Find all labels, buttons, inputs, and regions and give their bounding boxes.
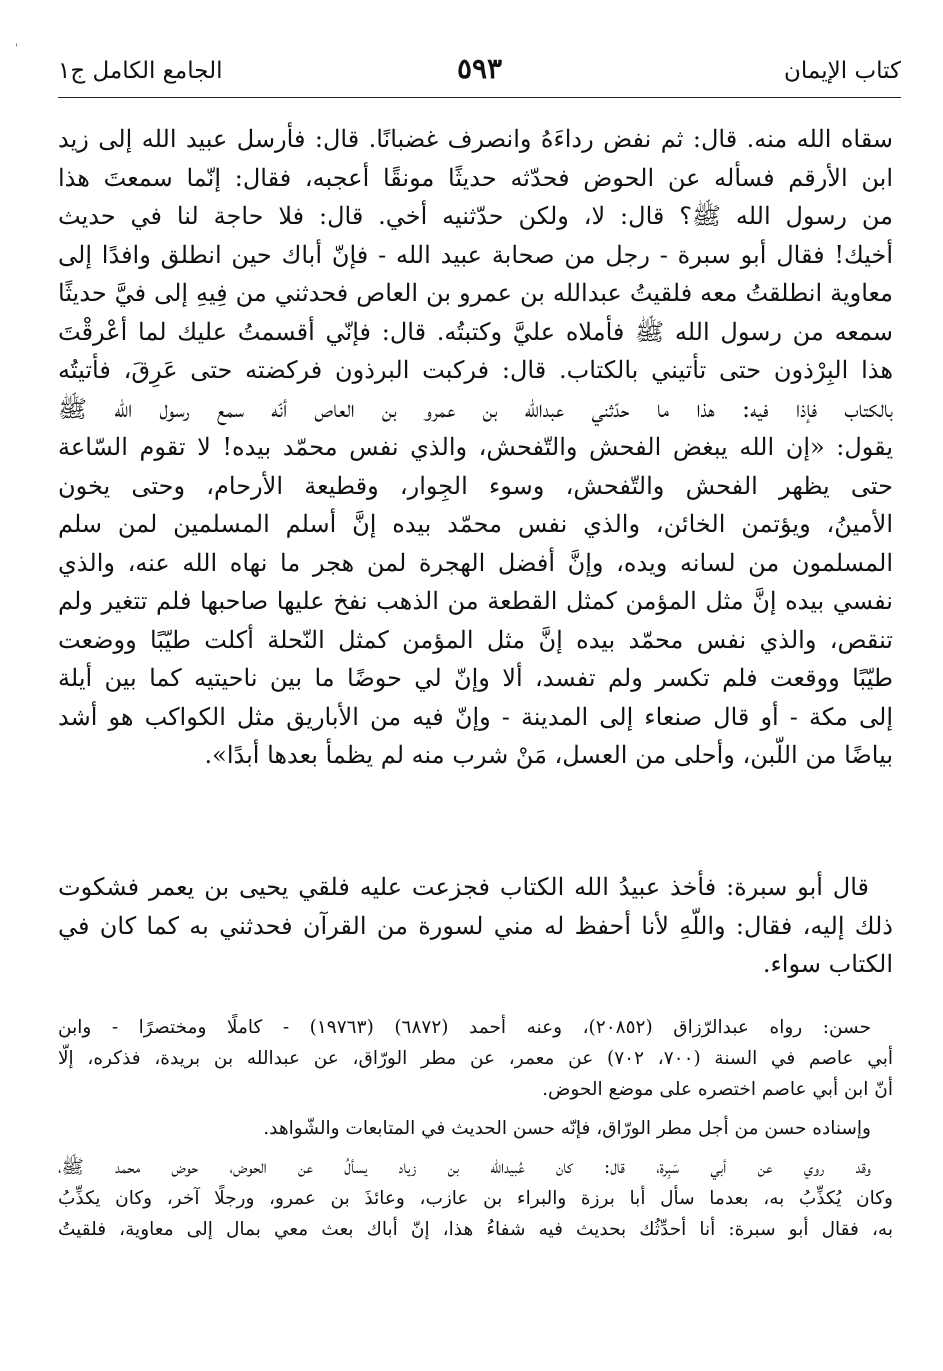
takhrij-notes [58, 1012, 893, 1245]
running-title: الجامع الكامل ج١ [58, 58, 223, 84]
text-line: سقاه الله منه. قال: ثم نفض رداءَهُ وانصرف غضبانًا. قال: فأرسل عبيد الله إلى زيد [58, 125, 893, 153]
abu-sabra-paragraph [58, 868, 893, 984]
note-gap [58, 1105, 893, 1113]
text-line: من رسول الله ﷺ؟ قال: لا، ولكن حدّثنيه أخي. قال: فلا حاجة لنا في حديث [58, 202, 893, 230]
text-line: معاوية انطلقتُ معه فلقيتُ عبدالله بن عمرو بن العاص فحدثني من فِيهِ إلى فيَّ حديثًا [58, 279, 893, 307]
header-rule [58, 97, 901, 98]
text-line: إلى مكة - أو قال صنعاء إلى المدينة - وإنّ فيه من الأباريق مثل الكواكب هو أشد [58, 702, 893, 731]
text-line: قال أبو سبرة: فأخذ عبيدُ الله الكتاب فجزعت عليه فلقي يحيى بن يعمر فشكوت [58, 873, 869, 901]
note-line: وكان يُكذِّبُ به، بعدما سأل أبا برزة والبراء بن عازب، وعائذَ بن عمرو، ورجلًا آخر، وكان يكذِّبُ [58, 1188, 893, 1209]
text-line: الأمينُ، ويؤتمن الخائن، والذي نفس محمّد بيده إنَّ أسلم المسلمين لمن سلم [58, 510, 893, 538]
margin-mark: ' [15, 43, 18, 54]
text-line: هذا البِرْذون حتى تأتيني بالكتاب. قال: فركبت البرذون فركضته حتى عَرِقَ، فأتيتُه [58, 356, 893, 384]
text-line: تنقص، والذي نفس محمّد بيده إنَّ مثل المؤمن كمثل النّحلة أكلت طيّبًا ووضعت [58, 625, 893, 654]
text-line: سمعه من رسول الله ﷺ فأملاه عليَّ وكتبتُه. قال: فإنّي أقسمتُ عليك لما أعْرقْتَ [58, 317, 893, 346]
text-line: بالكتاب فإذا فيه: هذا ما حدّثني عبدالله بن عمرو بن العاص أنّه سمع رسول الله ﷺ [58, 394, 893, 423]
note-line: حسن: رواه عبدالرّزاق (٢٠٨٥٢)، وعنه أحمد (٦٨٧٢) (١٩٧٦٣) - كاملًا ومختصرًا - وابن [58, 1017, 871, 1038]
text-line: أخيك! فقال أبو سبرة - رجل من صحابة عبيد الله - فإنّ أباك حين انطلق وافدًا إلى [58, 240, 893, 269]
text-line: الكتاب سواء. [762, 950, 893, 978]
note-line: وإسناده حسن من أجل مطر الورّاق، فإنّه حسن الحديث في المتابعات والشّواهد. [263, 1118, 871, 1139]
note-line: وقد روي عن أبي سَبِرة، قال: كان عُبيدالله بن زياد يسألُ عن الحوض، حوض محمد ﷺ، [58, 1157, 871, 1178]
page-header [58, 52, 901, 92]
note-line: به، فقال أبو سبرة: أنا أحدِّثُك بحديث فيه شفاءُ هذا، إنّ أباك بعث معي بمال إلى معاوية، فلقيتُ [58, 1219, 893, 1240]
page-number: ٥٩٣ [456, 52, 503, 85]
note-line: أبي عاصم في السنة (٧٠٠، ٧٠٢) عن معمر، عن مطر الورّاق، عن عبدالله بن بريدة، فذكره، إلّا [58, 1048, 893, 1069]
hadith-text [58, 120, 893, 775]
text-line: ذلك إليه، فقال: واللّهِ لأنا أحفظ له مني لسورة من القرآن فحدثني به كما كان في [58, 911, 893, 940]
note-line: أنّ ابن أبي عاصم اختصره على موضع الحوض. [542, 1079, 893, 1100]
text-line: حتى يظهر الفحش والتّفحش، وسوء الجِوار، وقطيعة الأرحام، وحتى يخون [58, 471, 893, 500]
book-title: كتاب الإيمان [784, 58, 901, 84]
text-line: المسلمون من لسانه ويده، وإنَّ أفضل الهجرة لمن هجر ما نهاه الله عنه، والذي [58, 548, 893, 577]
text-line: طيّبًا ووقعت فلم تكسر ولم تفسد، ألا وإنّ لي حوضًا ما بين ناحيتيه كما بين أيلة [58, 664, 893, 692]
text-line: بياضًا من اللّبن، وأحلى من العسل، مَنْ شرب منه لم يظمأ بعدها أبدًا». [204, 741, 893, 769]
text-line: يقول: «إن الله يبغض الفحش والتّفحش، والذي نفس محمّد بيده! لا تقوم السّاعة [58, 433, 893, 461]
text-line: ابن الأرقم فسأله عن الحوض فحدّثه حديثًا مونقًا أعجبه، فقال: إنّما سمعتَ هذا [58, 163, 893, 192]
note-gap [58, 1144, 893, 1152]
text-line: نفسي بيده إنَّ مثل المؤمن كمثل القطعة من الذهب نفخ عليها صاحبها فلم تتغير ولم [58, 587, 893, 615]
